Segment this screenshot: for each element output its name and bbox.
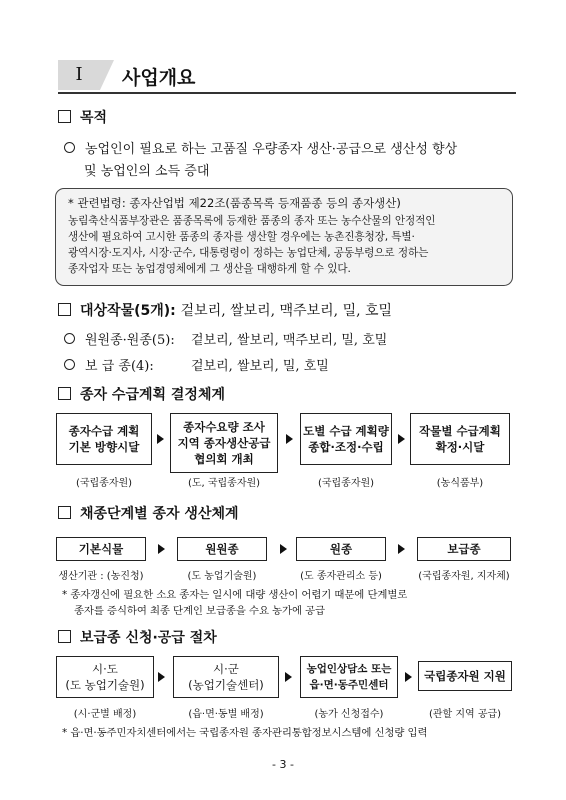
purpose-item <box>64 138 457 157</box>
law-title-text: 관련법령: 종자산업법 제22조(품종목록 등재품종 등의 종자생산) <box>77 196 401 210</box>
arrow-right-icon <box>158 672 165 682</box>
crops-row-2 <box>64 355 329 374</box>
law-line: 종자업자 또는 농업경영체에게 그 생산을 대행하게 할 수 있다. <box>68 263 351 275</box>
arrow-right-icon <box>157 434 164 444</box>
plan-step-4-line: 확정·시달 <box>435 440 485 454</box>
law-asterisk: * <box>68 196 78 210</box>
law-title <box>68 195 500 211</box>
supply-step-3-line: 농업인상담소 또는 <box>306 663 392 675</box>
stage-step-4-org: (국립종자원, 지자체) <box>418 571 510 582</box>
plan-step-3-line: 종합·조정·수립 <box>308 440 384 454</box>
section-square-icon <box>58 387 71 400</box>
supply-step-1-note: (시·군별 배정) <box>73 709 137 720</box>
section-square-icon <box>58 110 71 123</box>
section-plan <box>58 384 225 404</box>
stage-step-1: 기본식물 <box>56 537 146 561</box>
stage-step-1-org: 생산기관 : (농진청) <box>58 571 144 582</box>
supply-step-1-line: 시·도 <box>92 662 118 676</box>
supply-step-2-line: (농업기술센터) <box>188 678 264 692</box>
section-supply <box>58 627 217 647</box>
supply-step-3 <box>300 656 398 698</box>
arrow-right-icon <box>286 434 293 444</box>
law-body <box>68 213 500 277</box>
stage-step-2-org: (도 농업기술원) <box>187 571 257 582</box>
law-line: 생산에 필요하여 고시한 품종의 종자를 생산할 경우에는 농촌진흥청장, 특별· <box>68 231 415 243</box>
crops-row-2-label: 보 급 종(4): <box>85 359 154 374</box>
stage-step-3-org: (도 종자관리소 등) <box>300 571 382 582</box>
plan-step-1-line: 기본 방향시달 <box>68 440 140 454</box>
plan-step-4 <box>410 413 510 465</box>
section-purpose <box>58 107 107 127</box>
supply-note-text: 읍·면·동주민자치센터에서는 국립종자원 종자관리통합정보시스템에 신청량 입력 <box>70 727 428 739</box>
plan-step-2-line: 협의회 개최 <box>194 452 254 466</box>
arrow-right-icon <box>405 672 412 682</box>
section-square-icon <box>58 303 71 316</box>
bullet-circle-icon <box>64 142 75 153</box>
supply-step-1-line: (도 농업기술원) <box>65 678 145 692</box>
law-box <box>55 188 513 286</box>
section-heading: 종자 수급계획 결정체계 <box>80 387 225 403</box>
purpose-line-1: 농업인이 필요로 하는 고품질 우량종자 생산·공급으로 생산성 향상 <box>85 142 458 157</box>
note-asterisk: * <box>62 727 68 739</box>
plan-step-2-org: (도, 국립종자원) <box>187 478 261 489</box>
crops-row-1-value: 겉보리, 쌀보리, 맥주보리, 밀, 호밀 <box>191 333 388 348</box>
section-crops <box>58 300 392 320</box>
crops-row-1 <box>64 329 387 348</box>
supply-step-1 <box>56 656 154 698</box>
stage-step-3: 원종 <box>296 537 386 561</box>
chapter-tab-decoration <box>100 60 114 90</box>
stage-step-4: 보급종 <box>417 537 511 561</box>
arrow-right-icon <box>398 434 405 444</box>
supply-step-2-line: 시·군 <box>213 662 239 676</box>
law-line: 농림축산식품부장관은 품종목록에 등재한 품종의 종자 또는 농수산물의 안정적인 <box>68 215 436 227</box>
stage-note <box>62 587 407 619</box>
arrow-right-icon <box>285 672 292 682</box>
bullet-circle-icon <box>64 333 75 344</box>
crops-row-2-value: 겉보리, 쌀보리, 밀, 호밀 <box>191 359 329 374</box>
plan-step-1-org: (국립종자원) <box>75 478 133 489</box>
supply-step-4: 국립종자원 지원 <box>418 661 512 691</box>
plan-step-3 <box>300 413 392 465</box>
supply-step-3-note: (농가 신청접수) <box>314 709 384 720</box>
plan-step-1 <box>56 413 152 465</box>
supply-note <box>62 725 427 741</box>
supply-step-2-note: (읍·면·동별 배정) <box>188 709 264 720</box>
section-square-icon <box>58 630 71 643</box>
supply-step-3-line: 읍·면·동주민센터 <box>309 679 389 691</box>
stage-note-line-2: 종자를 증식하여 최종 단계인 보급종을 수요 농가에 공급 <box>74 605 325 617</box>
section-heading: 채종단계별 종자 생산체계 <box>80 506 239 522</box>
chapter-title: 사업개요 <box>122 67 196 89</box>
chapter-rule <box>58 92 516 94</box>
law-line: 광역시장·도지사, 시장·군수, 대통령령이 정하는 농업단체, 공동부령으로 정하는 <box>68 247 429 259</box>
note-asterisk: * <box>62 589 68 601</box>
plan-step-1-line: 종자수급 계획 <box>68 424 140 438</box>
plan-step-3-org: (국립종자원) <box>317 478 375 489</box>
supply-step-2 <box>173 656 279 698</box>
section-heading: 목적 <box>80 110 108 126</box>
plan-step-2-line: 종자수요량 조사 <box>183 420 265 434</box>
section-heading: 보급종 신청·공급 절차 <box>80 630 217 646</box>
section-heading: 대상작물(5개): <box>80 303 176 319</box>
plan-step-4-org: (농식품부) <box>436 478 484 489</box>
supply-step-4-note: (관할 지역 공급) <box>428 709 502 720</box>
arrow-right-icon <box>398 544 405 554</box>
arrow-right-icon <box>280 544 287 554</box>
stage-note-line-1: 종자갱신에 필요한 소요 종자는 일시에 대량 생산이 어렵기 때문에 단계별로 <box>70 589 408 601</box>
purpose-line-2: 및 농업인의 소득 증대 <box>84 164 210 179</box>
arrow-right-icon <box>158 544 165 554</box>
page-number: - 3 - <box>272 758 294 771</box>
stage-step-2: 원원종 <box>177 537 267 561</box>
plan-step-3-line: 도별 수급 계획량 <box>303 424 389 438</box>
plan-step-2 <box>170 413 278 473</box>
section-stage <box>58 503 239 523</box>
crops-row-1-label: 원원종·원종(5): <box>85 333 175 348</box>
plan-step-2-line: 지역 종자생산공급 <box>177 436 271 450</box>
plan-step-4-line: 작물별 수급계획 <box>419 424 501 438</box>
bullet-circle-icon <box>64 359 75 370</box>
chapter-number: Ⅰ <box>58 60 100 90</box>
crops-list: 겉보리, 쌀보리, 맥주보리, 밀, 호밀 <box>180 303 393 319</box>
section-square-icon <box>58 506 71 519</box>
